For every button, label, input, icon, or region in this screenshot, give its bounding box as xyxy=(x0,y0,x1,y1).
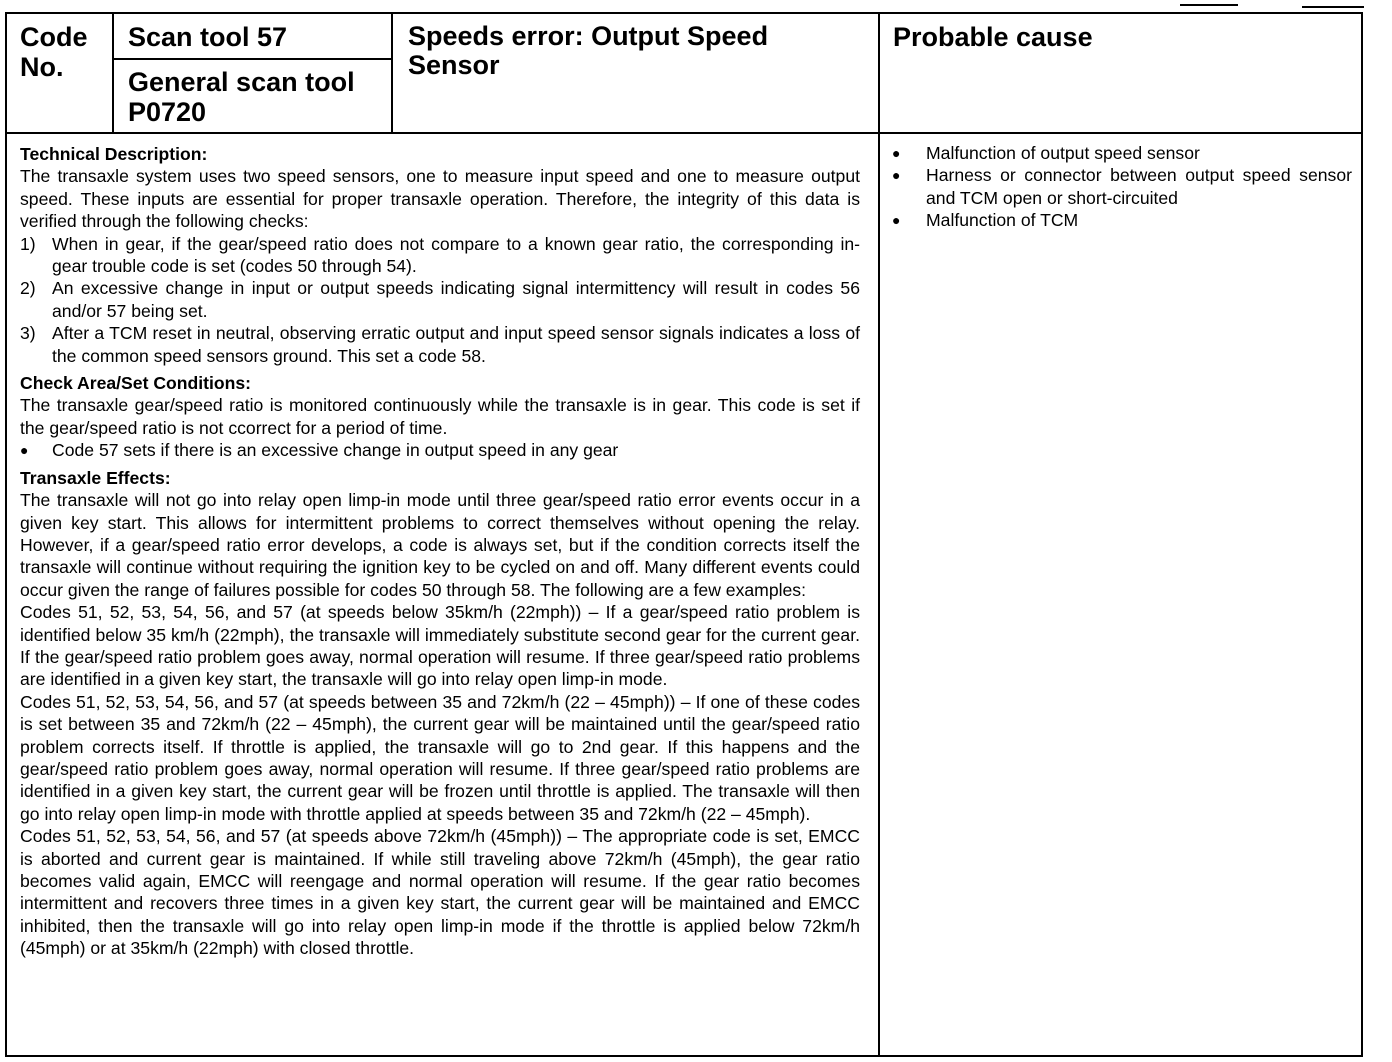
bullet-icon: ● xyxy=(20,442,29,459)
transaxle-effects-paragraph: Codes 51, 52, 53, 54, 56, and 57 (at speeds below 35km/h (22mph)) – If a gear/speed ratio problem is identified below 35 km/h (22mph), the transaxle will immediately substitute second gear for the current gear. If the gear/speed ratio problem goes away, normal operation will resume. If three gear/speed ratio problems are identified in a given key start, the transaxle will go into relay open limp-in mode. xyxy=(20,602,860,690)
probable-cause-heading: Probable cause xyxy=(893,22,1093,52)
list-item xyxy=(20,277,860,322)
list-text: Harness or connector between output speed sensor and TCM open or short-circuited xyxy=(926,165,1352,208)
page-title: Speeds error: Output Speed Sensor xyxy=(408,21,769,80)
list-text: Malfunction of TCM xyxy=(926,210,1079,231)
transaxle-effects-paragraph: Codes 51, 52, 53, 54, 56, and 57 (at speeds above 72km/h (45mph)) – The appropriate code is set, EMCC is aborted and current gear is maintained. If while still traveling above 72km/h (45mph), the gear ratio becomes valid again, EMCC will reengage and normal operation will resume. If the gear ratio becomes intermittent and recovers three times in a given key start, the current gear will be maintained and EMCC inhibited, then the transaxle will go into relay open limp-in mode if the throttle is applied below 72km/h (45mph) or at 35km/h (22mph) with closed throttle. xyxy=(20,826,860,959)
list-item xyxy=(20,233,860,278)
scan-tool-57-heading: Scan tool 57 xyxy=(128,22,288,52)
check-area-heading: Check Area/Set Conditions: xyxy=(20,373,252,394)
list-number: 3) xyxy=(20,323,36,344)
code-no-heading: Code No. xyxy=(20,22,88,82)
list-item xyxy=(892,164,1352,209)
divider-cause-col xyxy=(878,12,880,1057)
scan-mark-top xyxy=(1180,4,1238,6)
list-item xyxy=(892,209,1352,231)
list-item xyxy=(20,439,860,461)
check-area-text: The transaxle gear/speed ratio is monitored continuously while the transaxle is in gear. This code is set if the gear/speed ratio is not ccorrect for a period of time. xyxy=(20,395,860,438)
bullet-icon: ● xyxy=(892,145,901,161)
list-text: When in gear, if the gear/speed ratio does not compare to a known gear ratio, the corresponding in-gear trouble code is set (codes 50 through 54). xyxy=(52,233,860,277)
technical-description-intro: The transaxle system uses two speed sensors, one to measure input speed and one to measure output speed. These inputs are essential for proper transaxle operation. Therefore, the integrity of this data is verified through the following checks: xyxy=(20,166,860,232)
general-scan-tool-heading: General scan tool P0720 xyxy=(128,67,355,127)
divider-scan-tool-rows xyxy=(112,58,393,60)
check-list xyxy=(20,233,860,367)
check-area-bullets xyxy=(20,439,860,461)
transaxle-effects-paragraph: The transaxle will not go into relay open limp-in mode until three gear/speed ratio error events occur in a given key start. This allows for intermittent problems to correct themselves without opening the relay. However, if a gear/speed ratio error develops, a code is always set, but if the condition corrects itself the transaxle will continue without requiring the ignition key to be cycled on and off. Many different events could occur given the range of failures possible for codes 50 through 58. The following are a few examples: xyxy=(20,490,860,600)
bullet-icon: ● xyxy=(892,212,901,229)
list-item xyxy=(20,322,860,367)
list-text: Code 57 sets if there is an excessive change in output speed in any gear xyxy=(52,440,619,461)
probable-cause-list xyxy=(892,142,1352,232)
description-column xyxy=(20,143,860,960)
list-number: 1) xyxy=(20,233,36,254)
transaxle-effects-heading: Transaxle Effects: xyxy=(20,467,171,488)
scan-mark-top-right xyxy=(1302,6,1364,8)
divider-code-col xyxy=(112,12,114,134)
list-item xyxy=(892,142,1352,164)
list-text: After a TCM reset in neutral, observing erratic output and input speed sensor signals indicates a loss of the common speed sensors ground. This set a code 58. xyxy=(52,323,860,366)
list-number: 2) xyxy=(20,278,36,299)
divider-scan-col xyxy=(391,12,393,134)
technical-description-heading: Technical Description: xyxy=(20,144,208,164)
bullet-icon: ● xyxy=(892,167,901,184)
list-text: An excessive change in input or output speeds indicating signal intermittency will result in codes 56 and/or 57 being set. xyxy=(52,278,860,321)
divider-header-body xyxy=(5,132,1363,134)
transaxle-effects-paragraph: Codes 51, 52, 53, 54, 56, and 57 (at speeds between 35 and 72km/h (22 – 45mph)) – If one of these codes is set between 35 and 72km/h (22 – 45mph), the current gear will be maintained until the gear/speed ratio problem corrects itself. If throttle is applied, the transaxle will go to 2nd gear. If this happens and the gear/speed ratio problem goes away, normal operation will resume. If three gear/speed ratio problems are identified in a given key start, the current gear will be frozen until throttle is applied. The transaxle will then go into relay open limp-in mode with throttle applied at speeds between 35 and 72km/h (22 – 45mph). xyxy=(20,691,860,824)
list-text: Malfunction of output speed sensor xyxy=(926,143,1200,163)
